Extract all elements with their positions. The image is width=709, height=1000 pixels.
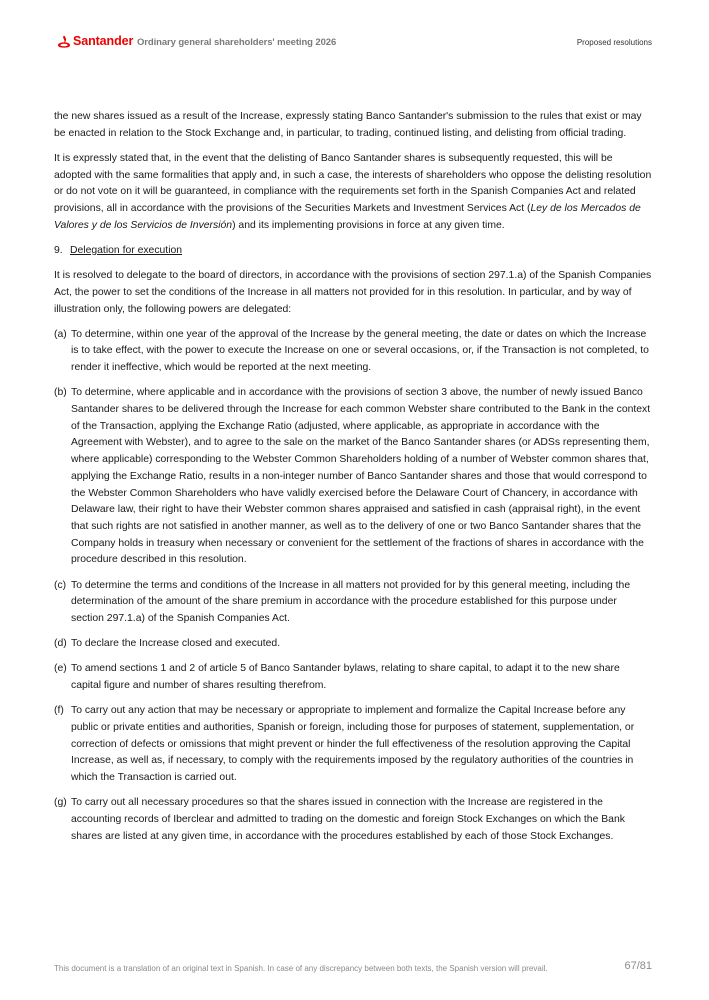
list-item-text: To determine, within one year of the approval of the Increase by the general meeting, the date or dates on which the Increase is to take effect, with the power to execute the Increase on one or several occasions, or, if the Transaction is not completed, to render it ineffective, which would be reported at the next meeting. <box>71 328 649 374</box>
list-item <box>54 578 652 628</box>
section-heading <box>54 243 652 260</box>
list-item <box>54 327 652 377</box>
list-item <box>54 385 652 569</box>
paragraph-delegation: It is resolved to delegate to the board of directors, in accordance with the provisions of section 297.1.a) of the Spanish Companies Act, the power to set the conditions of the Increase in all matters not provided for in this resolution. In particular, and by way of illustration only, the following powers are delegated: <box>54 270 652 315</box>
list-item-label: (g) <box>54 797 67 809</box>
translation-disclaimer: This document is a translation of an original text in Spanish. In case of any discrepancy between both texts, the Spanish version will prevail. <box>54 964 548 973</box>
paragraph-delisting-text: It is expressly stated that, in the event that the delisting of Banco Santander shares is subsequently requested, this will be adopted with the same formalities that apply and, in such a case, the interests of shareholders who oppose the delisting resolution or do not vote on it will be guaranteed, in compliance with the requirements set forth in the Spanish Companies Act and related provisions, all in accordance with the provisions of the Securities Markets and Investment Services Act ( <box>54 152 652 215</box>
paragraph-delisting-end: ) and its implementing provisions in force at any given time. <box>232 219 505 231</box>
list-item-label: (c) <box>54 579 67 591</box>
paragraph-listing: the new shares issued as a result of the Increase, expressly stating Banco Santander's submission to the rules that exist or may be enacted in relation to the Stock Exchange and, in particular, to trading, continued listing, and delisting from official trading. <box>54 111 642 139</box>
list-item <box>54 661 652 694</box>
list-item-text: To amend sections 1 and 2 of article 5 of Banco Santander bylaws, relating to share capital, to adapt it to the new share capital figure and number of shares resulting therefrom. <box>71 663 620 692</box>
paragraph-delisting <box>54 151 652 235</box>
page-header <box>57 34 652 54</box>
list-item-text: To declare the Increase closed and executed. <box>71 638 281 650</box>
document-body <box>54 109 652 854</box>
list-item-text: To determine the terms and conditions of the Increase in all matters not provided for by this general meeting, including the determination of the amount of the share premium in accordance with the procedure established for this purpose under section 297.1.a) of the Spanish Companies Act. <box>71 579 631 624</box>
flame-icon <box>57 35 71 48</box>
list-item-label: (a) <box>54 328 67 340</box>
list-item <box>54 636 652 653</box>
section-number: 9. <box>54 244 63 256</box>
law-name-italic: Ley de los Mercados de Valores y de los Servicios de Inversión <box>54 203 641 231</box>
santander-logo <box>57 34 133 48</box>
meeting-title: Ordinary general shareholders' meeting 2026 <box>137 37 337 48</box>
list-item-text: To carry out all necessary procedures so that the shares issued in connection with the Increase are registered in the accounting records of Iberclear and admitted to trading on the domestic and foreign Stock Exchanges on which the Bank shares are listed at any given time, in accordance with the procedures established by each of those Stock Exchanges. <box>71 797 625 842</box>
section-title: Proposed resolutions <box>576 38 652 47</box>
list-item <box>54 703 652 787</box>
list-item <box>54 795 652 845</box>
list-item-label: (b) <box>54 387 67 399</box>
list-item-label: (e) <box>54 663 67 675</box>
page-number: 67/81 <box>624 960 652 972</box>
list-item-text: To determine, where applicable and in accordance with the provisions of section 3 above, the number of newly issued Banco Santander shares to be delivered through the Increase for each common Webster share contributed to the Bank in the context of the Transaction, applying the Exchange Ratio (adjusted, where applicable, as appropriate in accordance with the Agreement with Webster), and to agree to the sale on the market of the Banco Santander shares (or ADSs representing them, where applicable) corresponding to the Webster Common Shareholders holding of a number of Webster common shares that, applying the Exchange Ratio, results in a non-integer number of Banco Santander shares and those that would correspond to the Webster Common Shareholders who have validly exercised before the Delaware Court of Chancery, in accordance with Delaware law, their right to have their Webster common shares appraised and satisfied in cash (appraisal right), in the event that such rights are not satisfied in another manner, as well as to the delivery of one or two Banco Santander shares that the Company holds in treasury when necessary or convenient for the settlement of the fractions of shares in accordance with the procedure described in this resolution. <box>71 387 651 566</box>
brand-name: Santander <box>73 34 134 48</box>
list-item-text: To carry out any action that may be necessary or appropriate to implement and formalize the Capital Increase before any public or private entities and authorities, Spanish or foreign, including those for purposes of statement, supplementation, or correction of defects or omissions that might prevent or hinder the full effectiveness of the resolution approving the Capital Increase, as well as, if necessary, to comply with the requirements imposed by the regulatory authorities of the countries in which the Transaction is carried out. <box>71 705 635 784</box>
section-heading-title: Delegation for execution <box>70 244 183 256</box>
list-item-label: (d) <box>54 638 67 650</box>
list-item-label: (f) <box>54 705 64 717</box>
